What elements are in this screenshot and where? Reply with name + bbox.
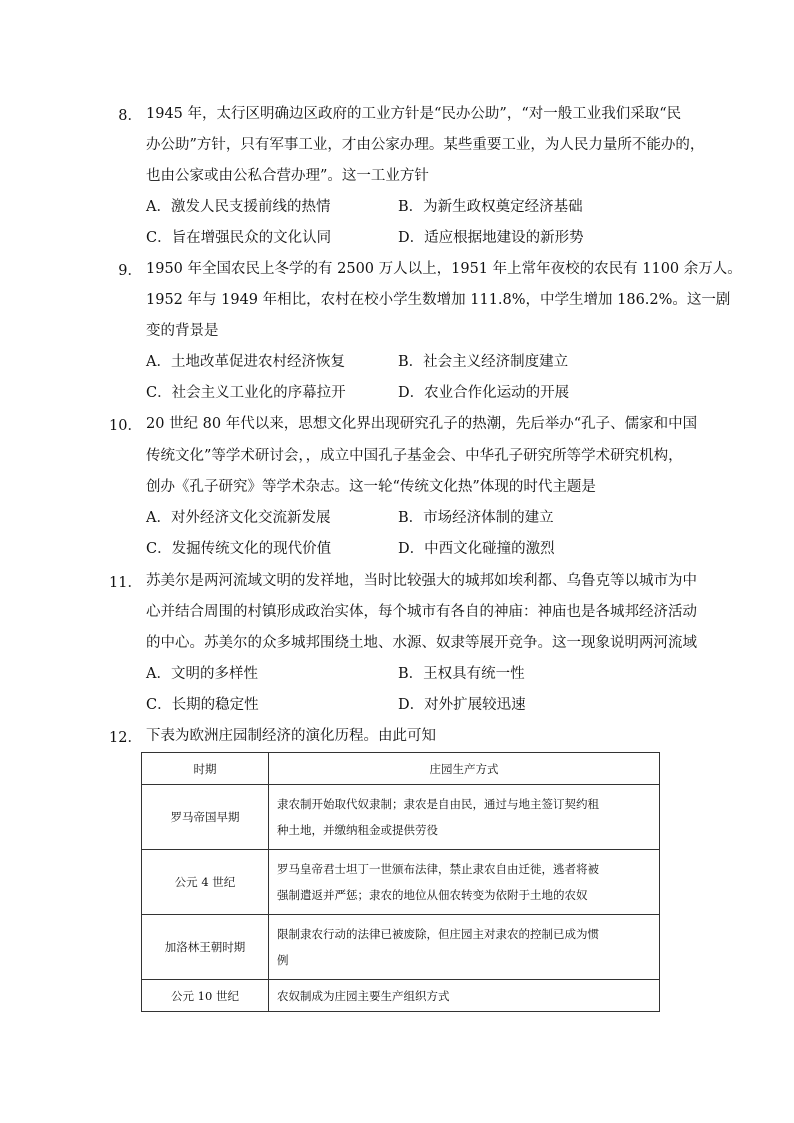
description-line: 罗马皇帝君士坦丁一世颁布法律，禁止隶农自由迁徙，逃者将被 — [277, 862, 599, 876]
option-c[interactable]: C．旨在增强民众的文化认同 — [146, 230, 332, 246]
question-text-line: 创办《孔子研究》等学术杂志。这一轮“传统文化热”体现的时代主题是 — [146, 479, 596, 495]
question-text-line: 1952 年与 1949 年相比，农村在校小学生数增加 111.8%，中学生增加 186.2%。这一剧 — [146, 292, 731, 308]
option-a[interactable]: A．文明的多样性 — [146, 666, 258, 682]
table-header-row — [142, 753, 660, 785]
question-text-line: 心并结合周围的村镇形成政治实体，每个城市有各自的神庙：神庙也是各城邦经济活动 — [146, 604, 697, 620]
table-row — [142, 915, 660, 980]
table-header-production: 庄园生产方式 — [269, 753, 660, 785]
question-number: 10． — [109, 418, 142, 434]
table-cell-period: 加洛林王朝时期 — [142, 915, 269, 980]
table-cell-period: 公元 4 世纪 — [142, 850, 269, 915]
question-text-line: 苏美尔是两河流域文明的发祥地，当时比较强大的城邦如埃利都、乌鲁克等以城市为中 — [146, 573, 697, 589]
option-d[interactable]: D．对外扩展较迅速 — [398, 697, 526, 713]
question-number: 11． — [109, 575, 142, 591]
question-text-line: 变的背景是 — [146, 323, 219, 339]
option-d[interactable]: D．适应根据地建设的新形势 — [398, 230, 584, 246]
description-line: 限制隶农行动的法律已被废除，但庄园主对隶农的控制已成为惯 — [277, 927, 599, 941]
option-b[interactable]: B．王权具有统一性 — [398, 666, 525, 682]
description-line: 种土地，并缴纳租金或提供劳役 — [277, 823, 438, 837]
question-text-line: 20 世纪 80 年代以来，思想文化界出现研究孔子的热潮，先后举办“孔子、儒家和中国 — [146, 416, 698, 432]
description-line: 农奴制成为庄园主要生产组织方式 — [277, 988, 450, 1003]
question-text-line: 的中心。苏美尔的众多城邦围绕土地、水源、奴隶等展开竞争。这一现象说明两河流域 — [146, 635, 697, 651]
question-text-line: 也由公家或由公私合营办理”。这一工业方针 — [146, 168, 429, 184]
table-cell-description — [269, 785, 660, 850]
manor-economy-table — [141, 752, 660, 1012]
option-a[interactable]: A．对外经济文化交流新发展 — [146, 510, 331, 526]
table-cell-description — [269, 980, 660, 1012]
table-row — [142, 785, 660, 850]
question-text-line: 1945 年，太行区明确边区政府的工业方针是“民办公助”，“对一般工业我们采取“民 — [146, 106, 682, 122]
question-text-line: 办公助”方针，只有军事工业，才由公家办理。某些重要工业，为人民力量所不能办的， — [146, 137, 705, 153]
table-cell-description — [269, 915, 660, 980]
question-text-line: 传统文化”等学术研讨会，，成立中国孔子基金会、中华孔子研究所等学术研究机构， — [146, 448, 683, 464]
question-number: 12． — [109, 730, 142, 746]
option-c[interactable]: C．长期的稳定性 — [146, 697, 259, 713]
question-text-line: 下表为欧洲庄园制经济的演化历程。由此可知 — [146, 728, 436, 744]
table-header-period: 时期 — [142, 753, 269, 785]
question-number: 9． — [118, 263, 142, 279]
option-a[interactable]: A．激发人民支援前线的热情 — [146, 199, 331, 215]
table-cell-period: 公元 10 世纪 — [142, 980, 269, 1012]
table-row — [142, 850, 660, 915]
option-a[interactable]: A．土地改革促进农村经济恢复 — [146, 354, 345, 370]
option-c[interactable]: C．社会主义工业化的序幕拉开 — [146, 385, 346, 401]
option-b[interactable]: B．为新生政权奠定经济基础 — [398, 199, 583, 215]
table-cell-period: 罗马帝国早期 — [142, 785, 269, 850]
question-text-line: 1950 年全国农民上冬学的有 2500 万人以上，1951 年上常年夜校的农民有 1100 余万人。 — [146, 261, 742, 277]
option-d[interactable]: D．农业合作化运动的开展 — [398, 385, 570, 401]
description-line: 强制遣返并严惩；隶农的地位从佃农转变为依附于土地的农奴 — [277, 888, 588, 902]
option-c[interactable]: C．发掘传统文化的现代价值 — [146, 541, 332, 557]
option-d[interactable]: D．中西文化碰撞的激烈 — [398, 541, 555, 557]
option-b[interactable]: B．市场经济体制的建立 — [398, 510, 554, 526]
table-row — [142, 980, 660, 1012]
description-line: 例 — [277, 953, 289, 967]
table-cell-description — [269, 850, 660, 915]
question-number: 8． — [118, 108, 142, 124]
option-b[interactable]: B．社会主义经济制度建立 — [398, 354, 569, 370]
description-line: 隶农制开始取代奴隶制；隶农是自由民，通过与地主签订契约租 — [277, 797, 599, 811]
